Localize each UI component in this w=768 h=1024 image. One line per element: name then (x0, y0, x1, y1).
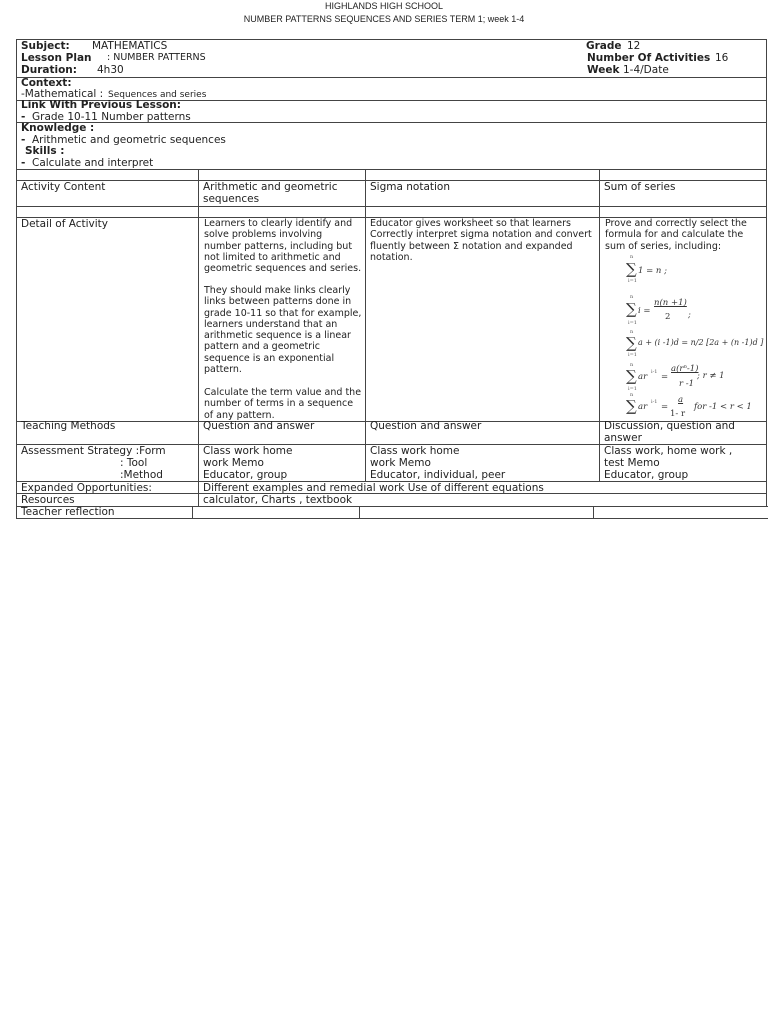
formula-sum-of-ones: 1 = n ; (638, 266, 667, 276)
duration-value: 4h30 (97, 64, 124, 76)
grade-value: 12 (627, 40, 641, 52)
teaching-col1: Question and answer (203, 420, 315, 432)
detail-col1-paragraph-1: Learners to clearly identify and solve problems involving number patterns, including but not limited to arithmetic and geometric sequences and series. (204, 218, 362, 275)
activity-content-label: Activity Content (21, 181, 106, 193)
formula-infinite-equals: = (661, 402, 669, 412)
formula-infinite-denominator: 1- r (670, 409, 686, 419)
assessment-col1-method: Educator, group (203, 469, 288, 481)
expanded-opportunities-label: Expanded Opportunities: (21, 482, 152, 494)
activity-col3-heading: Sum of series (604, 181, 676, 193)
assessment-label: Assessment Strategy :Form (21, 445, 166, 457)
formula-infinite-lhs: ar (638, 402, 648, 412)
assessment-method-label: :Method (120, 469, 163, 481)
context-label: Context: (21, 77, 72, 89)
assessment-col2-tool: work Memo (370, 457, 431, 469)
previous-lesson-value: Grade 10-11 Number patterns (32, 111, 191, 123)
activities-label: Number Of Activities (587, 52, 711, 64)
detail-col1-paragraph-3: Calculate the term value and the number of terms in a sequence of any pattern. (204, 387, 362, 421)
formula-geometric-exponent: i-1 (651, 369, 658, 375)
formula-infinite-tail: for -1 < r < 1 (694, 402, 752, 412)
sigma-lower-limit: i=1 (628, 320, 637, 326)
skills-bullet: - (21, 157, 26, 169)
week-value: 1-4/Date (623, 64, 669, 76)
sigma-lower-limit: i=1 (628, 352, 637, 358)
assessment-col1-form: Class work home (203, 445, 293, 457)
detail-col2-text: Educator gives worksheet so that learners Correctly interpret sigma notation and convert fluently between Σ notation and expanded notation. (370, 218, 592, 263)
sigma-lower-limit: i=1 (628, 278, 637, 284)
detail-col1-paragraph-2: They should make links clearly links between patterns done in grade 10-11 so that for example, learners understand that an arithmetic sequence is a linear pattern and a geometric sequence is an exponential pattern. (204, 285, 362, 376)
formula-sum-of-i-lhs: i = (638, 306, 651, 316)
previous-lesson-bullet: - (21, 111, 26, 123)
formula-sum-of-i-numerator: n(n +1) (654, 298, 687, 308)
sigma-upper-limit: n (630, 362, 634, 368)
formula-infinite-numerator: a (678, 395, 684, 405)
teacher-reflection-label: Teacher reflection (21, 506, 115, 518)
assessment-col2-form: Class work home (370, 445, 460, 457)
previous-lesson-label: Link With Previous Lesson: (21, 99, 181, 111)
assessment-col3-tool: test Memo (604, 457, 660, 469)
formula-geometric-tail: ; r ≠ 1 (697, 371, 725, 381)
lesson-plan-value: : NUMBER PATTERNS (107, 52, 206, 63)
assessment-col3-method: Educator, group (604, 469, 689, 481)
knowledge-value: Arithmetic and geometric sequences (32, 134, 226, 146)
formula-geometric-numerator: a(rⁿ-1) (671, 364, 699, 374)
activity-col2-heading: Sigma notation (370, 181, 450, 193)
formula-arithmetic-series: a + (i -1)d = n/2 [2a + (n -1)d ] (638, 338, 764, 347)
sigma-upper-limit: n (630, 392, 634, 398)
document-title: NUMBER PATTERNS SEQUENCES AND SERIES TERM 1; week 1-4 (243, 14, 525, 24)
skills-value: Calculate and interpret (32, 157, 154, 169)
teaching-methods-label: Teaching Methods (21, 420, 116, 432)
sigma-upper-limit: n (630, 329, 634, 335)
week-label: Week (587, 64, 620, 76)
knowledge-bullet: - (21, 134, 26, 146)
expanded-opportunities-value: Different examples and remedial work Use of different equations (203, 482, 544, 494)
formula-geometric-denominator: r -1 (679, 379, 695, 389)
sigma-symbol: ∑ (626, 367, 637, 385)
duration-label: Duration: (21, 64, 77, 76)
formula-geometric-lhs: ar (638, 372, 648, 382)
formula-sum-of-i-denominator: 2 (665, 312, 671, 322)
context-prefix: -Mathematical : (21, 88, 104, 100)
detail-col3-intro: Prove and correctly select the formula for and calculate the sum of series, including: (605, 218, 747, 252)
sigma-symbol: ∑ (626, 334, 637, 352)
sigma-upper-limit: n (630, 294, 634, 300)
resources-value: calculator, Charts , textbook (203, 494, 353, 506)
lesson-plan-label: Lesson Plan (21, 52, 92, 64)
teaching-col2: Question and answer (370, 420, 482, 432)
subject-value: MATHEMATICS (92, 40, 168, 52)
sigma-upper-limit: n (630, 254, 634, 260)
assessment-col3-form: Class work, home work , (604, 445, 733, 457)
school-name: HIGHLANDS HIGH SCHOOL (324, 1, 444, 11)
formula-sum-of-i-tail: ; (688, 310, 691, 320)
context-value: Sequences and series (108, 90, 207, 100)
teaching-col3: Discussion, question and answer (604, 420, 735, 444)
sigma-symbol: ∑ (626, 260, 637, 278)
assessment-tool-label: : Tool (120, 457, 148, 469)
activities-value: 16 (715, 52, 729, 64)
formula-infinite-exponent: i-1 (651, 399, 658, 405)
skills-label: Skills : (25, 145, 65, 157)
sigma-lower-limit: i=1 (628, 386, 637, 392)
subject-label: Subject: (21, 40, 70, 52)
assessment-col1-tool: work Memo (203, 457, 264, 469)
knowledge-label: Knowledge : (21, 122, 95, 134)
sigma-symbol: ∑ (626, 300, 637, 318)
assessment-col2-method: Educator, individual, peer (370, 469, 506, 481)
formula-geometric-equals: = (661, 372, 669, 382)
activity-col1-heading: Arithmetic and geometric sequences (203, 181, 338, 205)
detail-label: Detail of Activity (21, 218, 108, 230)
sigma-symbol: ∑ (626, 397, 637, 415)
grade-label: Grade (586, 40, 622, 52)
resources-label: Resources (21, 494, 75, 506)
